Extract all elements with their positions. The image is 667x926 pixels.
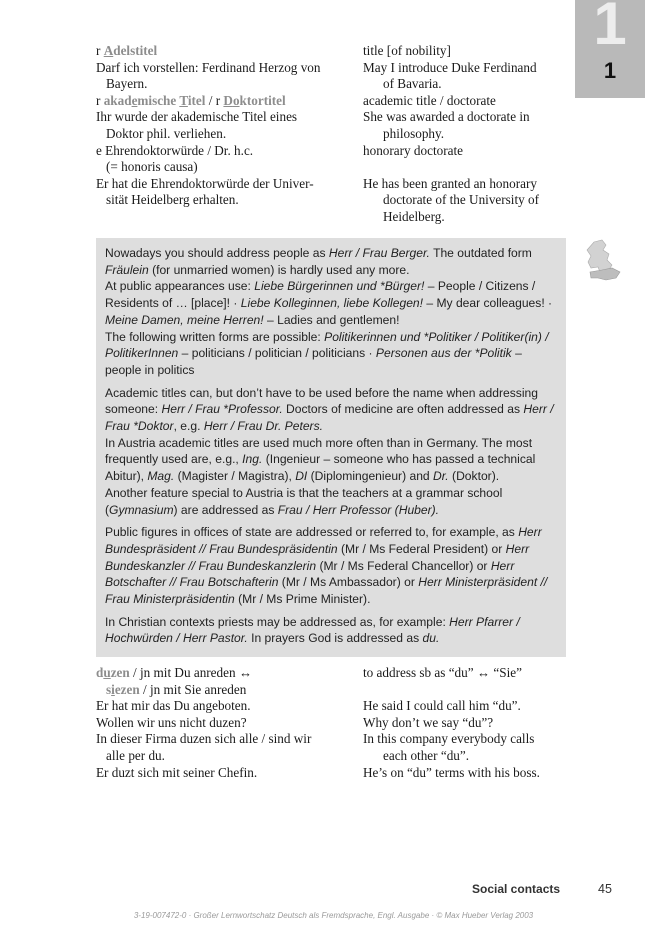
info-paragraph-christian-contexts	[105, 614, 558, 647]
vocab-english: He’s on “du” terms with his boss.	[363, 764, 540, 780]
vocab-row	[96, 715, 576, 732]
info-text: At public appearances use:	[105, 279, 255, 294]
vocab-row	[96, 76, 576, 93]
chapter-number-large: 1	[593, 0, 627, 57]
vocab-english: philosophy.	[383, 125, 445, 141]
vocab-row	[96, 109, 576, 126]
info-text: In prayers God is addressed as	[247, 631, 423, 646]
vocab-german: Bayern.	[106, 76, 148, 92]
map-germany-austria-icon	[576, 238, 624, 290]
info-box	[96, 238, 566, 657]
info-text: , e.g.	[173, 419, 204, 434]
vocab-english: academic title / doctorate	[363, 92, 496, 108]
info-example: DI	[295, 469, 308, 484]
headword-part: u	[103, 665, 111, 680]
headword-part: / r	[205, 92, 224, 108]
info-example: Herr Bundeskanzler // Frau Bundeskanzlerin	[105, 541, 530, 573]
vocab-english: He said I could call him “du”.	[363, 698, 521, 714]
vocab-german	[96, 665, 363, 682]
headword-part: D	[223, 92, 233, 108]
vocab-english: She was awarded a doctorate in	[363, 109, 530, 125]
vocab-german: sität Heidelberg erhalten.	[106, 192, 239, 208]
vocab-row	[96, 698, 576, 715]
info-text: In Christian contexts priests may be addressed as, for example:	[105, 614, 450, 629]
vocab-row	[96, 159, 576, 176]
vocab-english: to address sb as “du” ↔ “Sie”	[363, 665, 522, 680]
info-text: The following written forms are possible:	[105, 329, 325, 344]
info-example: Herr / Frau *Doktor	[105, 402, 554, 434]
vocab-headword	[96, 665, 130, 680]
vocab-row	[96, 731, 576, 748]
headword-part: e	[131, 92, 138, 108]
vocab-row	[96, 43, 576, 60]
vocab-english: honorary doctorate	[363, 142, 463, 158]
copyright-line: 3-19-007472-0 · Großer Lernwortschatz Deutsch als Fremdsprache, Engl. Ausgabe · © Max Hueber Verlag 2003	[133, 911, 534, 920]
info-text: – politicians / politician / politicians ·	[178, 346, 376, 361]
vocab-english	[373, 159, 576, 176]
vocab-row	[96, 765, 576, 782]
info-text: – People / Citizens / Residents of … [place]! ·	[105, 279, 536, 311]
info-example: Fräulein	[105, 262, 149, 277]
page-number: 45	[598, 882, 612, 896]
headword-part: delstitel	[113, 43, 158, 58]
vocab-german: Ihr wurde der akademische Titel eines	[96, 109, 298, 125]
headword-part: A	[103, 43, 114, 58]
info-example: Ing.	[242, 452, 263, 467]
headword-part: ezen	[114, 681, 140, 697]
vocab-english: Heidelberg.	[383, 208, 445, 224]
info-example: Herr / Frau Berger.	[328, 246, 430, 260]
info-example: Liebe Kolleginnen, liebe Kollegen!	[240, 296, 424, 311]
vocab-row	[96, 748, 576, 765]
info-text: – My dear colleagues! ·	[423, 296, 553, 311]
info-text: (Ingenieur – someone who has passed a technical Abitur),	[105, 452, 536, 484]
info-text: In Austria academic titles are used much more often than in Germany. The most frequently used are, e.g.,	[105, 435, 533, 467]
vocab-headword	[96, 93, 286, 108]
info-example: Herr Bundespräsident // Frau Bundespräsidentin	[105, 525, 542, 556]
info-example: Gymnasium	[109, 502, 174, 517]
info-text: (Mr / Ms Prime Minister).	[234, 592, 371, 607]
info-text: – people in politics	[105, 346, 522, 377]
info-text: – Ladies and gentlemen!	[263, 312, 400, 327]
vocab-german: Er hat mir das Du angeboten.	[96, 698, 251, 714]
info-example: Herr / Frau *Professor.	[161, 402, 283, 417]
chapter-tab	[575, 0, 645, 98]
headword-part: r	[96, 92, 104, 108]
info-text: (Magister / Magistra),	[174, 469, 296, 484]
info-paragraph-public-figures	[105, 524, 558, 608]
info-text: (Mr / Ms Federal Chancellor) or	[316, 558, 491, 573]
vocab-german: e Ehrendoktorwürde / Dr. h.c.	[96, 142, 254, 158]
vocab-english: May I introduce Duke Ferdinand	[363, 59, 537, 75]
info-text: (Mr / Ms Ambassador) or	[278, 575, 419, 590]
info-text: Academic titles can, but don’t have to be used before the name when addressing someone:	[105, 385, 538, 417]
vocab-german: Doktor phil. verliehen.	[106, 125, 227, 141]
vocab-row	[96, 143, 576, 160]
info-example: Herr Pfarrer / Hochwürden / Herr Pastor.	[105, 614, 520, 646]
vocab-english: In this company everybody calls	[363, 731, 535, 747]
headword-part: o	[232, 92, 240, 108]
info-text: The outdated form	[429, 246, 532, 260]
info-example: Herr / Frau Dr. Peters.	[203, 419, 323, 434]
info-example: Politikerinnen und *Politiker / Politiker(in) / PolitikerInnen	[105, 329, 549, 361]
info-example: Mag.	[147, 469, 175, 484]
info-text: (Doktor).	[448, 469, 500, 484]
vocab-row	[96, 192, 576, 209]
info-example: Personen aus der *Politik	[375, 346, 512, 361]
vocab-english: of Bavaria.	[383, 76, 442, 92]
headword-part: zen	[110, 665, 130, 680]
vocab-list-bottom	[96, 665, 576, 781]
vocab-row	[96, 176, 576, 193]
info-example: Liebe Bürgerinnen und *Bürger!	[254, 279, 425, 294]
vocab-german-after: / jn mit Du anreden ↔	[129, 665, 253, 680]
headword-part: d	[96, 665, 104, 680]
info-text: Another feature special to Austria is that the teachers at a grammar school (	[105, 485, 503, 517]
vocab-row	[96, 209, 576, 226]
headword-part: i	[111, 681, 115, 697]
info-text: Public figures in offices of state are addressed or referred to, for example, as	[105, 525, 519, 540]
vocab-german	[96, 209, 373, 226]
vocab-german	[96, 682, 373, 699]
vocab-german	[96, 43, 363, 60]
vocab-row	[96, 60, 576, 77]
headword-part: s	[106, 681, 112, 697]
headword-part: akad	[103, 92, 132, 108]
vocab-german: Wollen wir uns nicht duzen?	[96, 714, 247, 730]
info-text: (for unmarried women) is hardly used any more.	[148, 262, 410, 277]
vocab-row	[96, 682, 576, 699]
vocab-headword	[106, 682, 140, 697]
vocab-headword	[96, 43, 157, 58]
info-example: Dr.	[433, 469, 449, 484]
vocab-german: (= honoris causa)	[106, 159, 198, 175]
info-paragraph-forms-of-address	[105, 245, 558, 379]
vocab-german: Er duzt sich mit seiner Chefin.	[96, 764, 258, 780]
info-example: Herr Ministerpräsident // Frau Ministerpräsidentin	[105, 575, 548, 607]
vocab-row	[96, 93, 576, 110]
vocab-row	[96, 665, 576, 682]
headword-part: mische	[137, 92, 180, 108]
vocab-german: Darf ich vorstellen: Ferdinand Herzog von	[96, 59, 321, 75]
vocab-german-after: / jn mit Sie anreden	[139, 681, 247, 697]
info-example: Herr Botschafter // Frau Botschafterin	[105, 558, 515, 590]
info-paragraph-academic-titles	[105, 385, 558, 519]
info-text: (Mr / Ms Federal President) or	[337, 541, 506, 556]
info-example: du.	[422, 631, 440, 646]
info-text: (Diplomingenieur) and	[307, 469, 433, 484]
vocab-german: Er hat die Ehrendoktorwürde der Univer-	[96, 175, 314, 191]
vocab-row	[96, 126, 576, 143]
info-text: Nowadays you should address people as	[105, 246, 329, 260]
vocab-german	[96, 93, 363, 110]
info-text: Doctors of medicine are often addressed as	[282, 402, 524, 417]
headword-part: itel	[187, 92, 206, 108]
headword-part: r	[96, 43, 104, 58]
info-example: Frau / Herr Professor (Huber).	[277, 502, 440, 517]
vocab-english: doctorate of the University of	[383, 192, 540, 208]
vocab-english	[373, 682, 576, 699]
section-title: Social contacts	[472, 882, 561, 896]
chapter-number: 1	[603, 58, 617, 83]
headword-part: ktortitel	[239, 92, 286, 108]
vocab-german: In dieser Firma duzen sich alle / sind wir	[96, 731, 312, 747]
vocab-english: He has been granted an honorary	[363, 175, 537, 191]
headword-part: T	[179, 92, 188, 108]
vocab-english: Why don’t we say “du”?	[363, 714, 494, 730]
info-text: ) are addressed as	[173, 502, 278, 517]
vocab-english: title [of nobility]	[363, 43, 451, 58]
vocab-german: alle per du.	[106, 747, 165, 763]
vocab-english: each other “du”.	[383, 747, 470, 763]
vocab-list-top	[96, 43, 576, 226]
info-example: Meine Damen, meine Herren!	[105, 312, 264, 327]
